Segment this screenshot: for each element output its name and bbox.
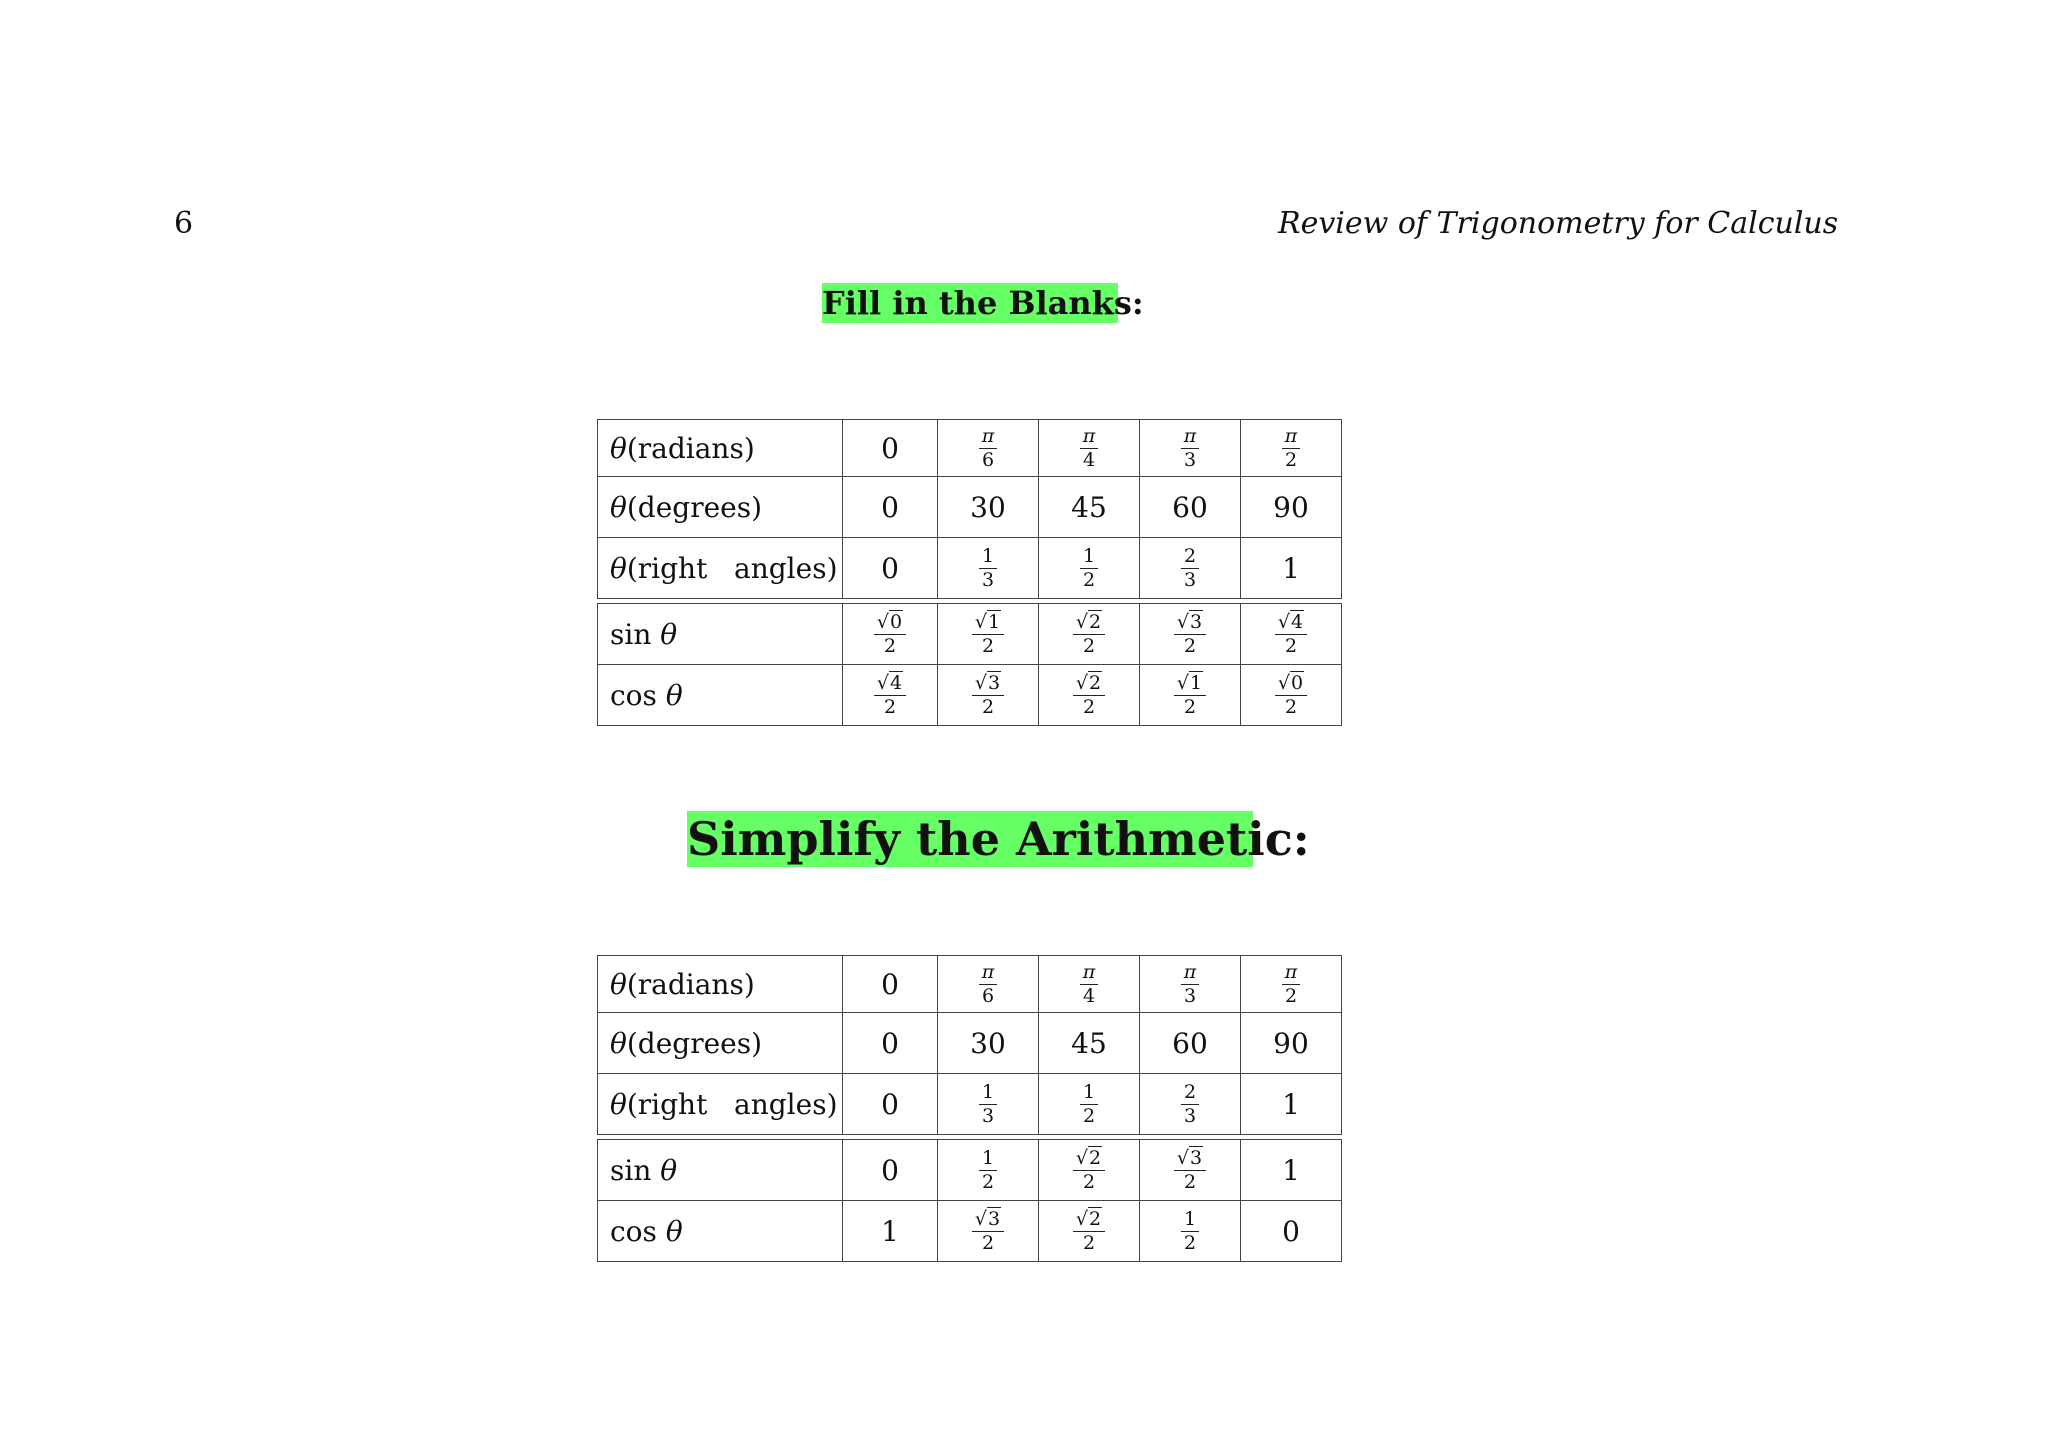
table-cell: 90 <box>1241 1013 1342 1074</box>
table-cell: 60 <box>1140 477 1241 538</box>
table-cell: $\frac{√2}{2}$ <box>1039 665 1140 726</box>
table-cell: 1 <box>1241 538 1342 599</box>
trig-table-fill-blanks <box>597 419 1342 726</box>
table-cell: $\frac{√0}{2}$ <box>1241 665 1342 726</box>
table-cell: $\frac{√3}{2}$ <box>938 665 1039 726</box>
table-cell: 1 <box>843 1201 938 1262</box>
table-cell: 0 <box>1241 1201 1342 1262</box>
table-cell: 0 <box>843 1013 938 1074</box>
row-sin <box>598 604 1342 665</box>
table-cell: 0 <box>843 1074 938 1135</box>
table-cell: $\frac{√3}{2}$ <box>1140 1140 1241 1201</box>
table-cell: $\frac{1}{2}$ <box>1039 1074 1140 1135</box>
page-number: 6 <box>174 206 194 241</box>
row-cos <box>598 1201 1342 1262</box>
table-cell: $\frac{√4}{2}$ <box>843 665 938 726</box>
table-cell: $\frac{√2}{2}$ <box>1039 1201 1140 1262</box>
row-right-angles <box>598 538 1342 599</box>
table-cell: $\frac{1}{2}$ <box>938 1140 1039 1201</box>
row-degrees <box>598 1013 1342 1074</box>
table-cell: 30 <box>938 477 1039 538</box>
trig-table-simplified <box>597 955 1342 1262</box>
table-cell: $\frac{\pi}{2}$ <box>1241 956 1342 1013</box>
table-cell: 0 <box>843 420 938 477</box>
row-label: θ(right angles) <box>598 538 843 599</box>
table-cell: $\frac{\pi}{6}$ <box>938 956 1039 1013</box>
table-cell: 0 <box>843 1140 938 1201</box>
table-cell: 90 <box>1241 477 1342 538</box>
table-cell: 0 <box>843 538 938 599</box>
table-cell: 0 <box>843 956 938 1013</box>
table-cell: $\frac{\pi}{3}$ <box>1140 956 1241 1013</box>
table-cell: $\frac{1}{3}$ <box>938 538 1039 599</box>
table-cell: 30 <box>938 1013 1039 1074</box>
table-cell: $\frac{1}{2}$ <box>1039 538 1140 599</box>
table-cell: 45 <box>1039 477 1140 538</box>
row-label: sin θ <box>598 604 843 665</box>
table-cell: $\frac{1}{2}$ <box>1140 1201 1241 1262</box>
section-heading-simplify: Simplify the Arithmetic: <box>687 812 1310 866</box>
row-radians <box>598 420 1342 477</box>
table-cell: $\frac{√3}{2}$ <box>938 1201 1039 1262</box>
table-cell: $\frac{2}{3}$ <box>1140 538 1241 599</box>
table-cell: $\frac{2}{3}$ <box>1140 1074 1241 1135</box>
section-heading-fill-blanks: Fill in the Blanks: <box>822 284 1144 322</box>
table-cell: $\frac{√1}{2}$ <box>938 604 1039 665</box>
table-cell: $\frac{√4}{2}$ <box>1241 604 1342 665</box>
table-cell: 45 <box>1039 1013 1140 1074</box>
table-cell: 1 <box>1241 1074 1342 1135</box>
row-degrees <box>598 477 1342 538</box>
table-cell: $\frac{√3}{2}$ <box>1140 604 1241 665</box>
table-cell: $\frac{1}{3}$ <box>938 1074 1039 1135</box>
row-label: θ(degrees) <box>598 1013 843 1074</box>
table-cell: $\frac{\pi}{4}$ <box>1039 956 1140 1013</box>
row-label: θ(radians) <box>598 420 843 477</box>
table-cell: $\frac{√0}{2}$ <box>843 604 938 665</box>
row-sin <box>598 1140 1342 1201</box>
table-cell: 0 <box>843 477 938 538</box>
row-label: θ(degrees) <box>598 477 843 538</box>
table-cell: $\frac{√2}{2}$ <box>1039 1140 1140 1201</box>
row-cos <box>598 665 1342 726</box>
row-right-angles <box>598 1074 1342 1135</box>
row-label: θ(radians) <box>598 956 843 1013</box>
row-label: cos θ <box>598 665 843 726</box>
table-cell: $\frac{√2}{2}$ <box>1039 604 1140 665</box>
table-cell: $\frac{\pi}{2}$ <box>1241 420 1342 477</box>
running-title: Review of Trigonometry for Calculus <box>1278 206 1839 241</box>
row-label: θ(right angles) <box>598 1074 843 1135</box>
table-cell: $\frac{√1}{2}$ <box>1140 665 1241 726</box>
table-cell: $\frac{\pi}{4}$ <box>1039 420 1140 477</box>
row-label: sin θ <box>598 1140 843 1201</box>
row-radians <box>598 956 1342 1013</box>
table-cell: 1 <box>1241 1140 1342 1201</box>
table-cell: $\frac{\pi}{6}$ <box>938 420 1039 477</box>
table-cell: $\frac{\pi}{3}$ <box>1140 420 1241 477</box>
row-label: cos θ <box>598 1201 843 1262</box>
table-cell: 60 <box>1140 1013 1241 1074</box>
